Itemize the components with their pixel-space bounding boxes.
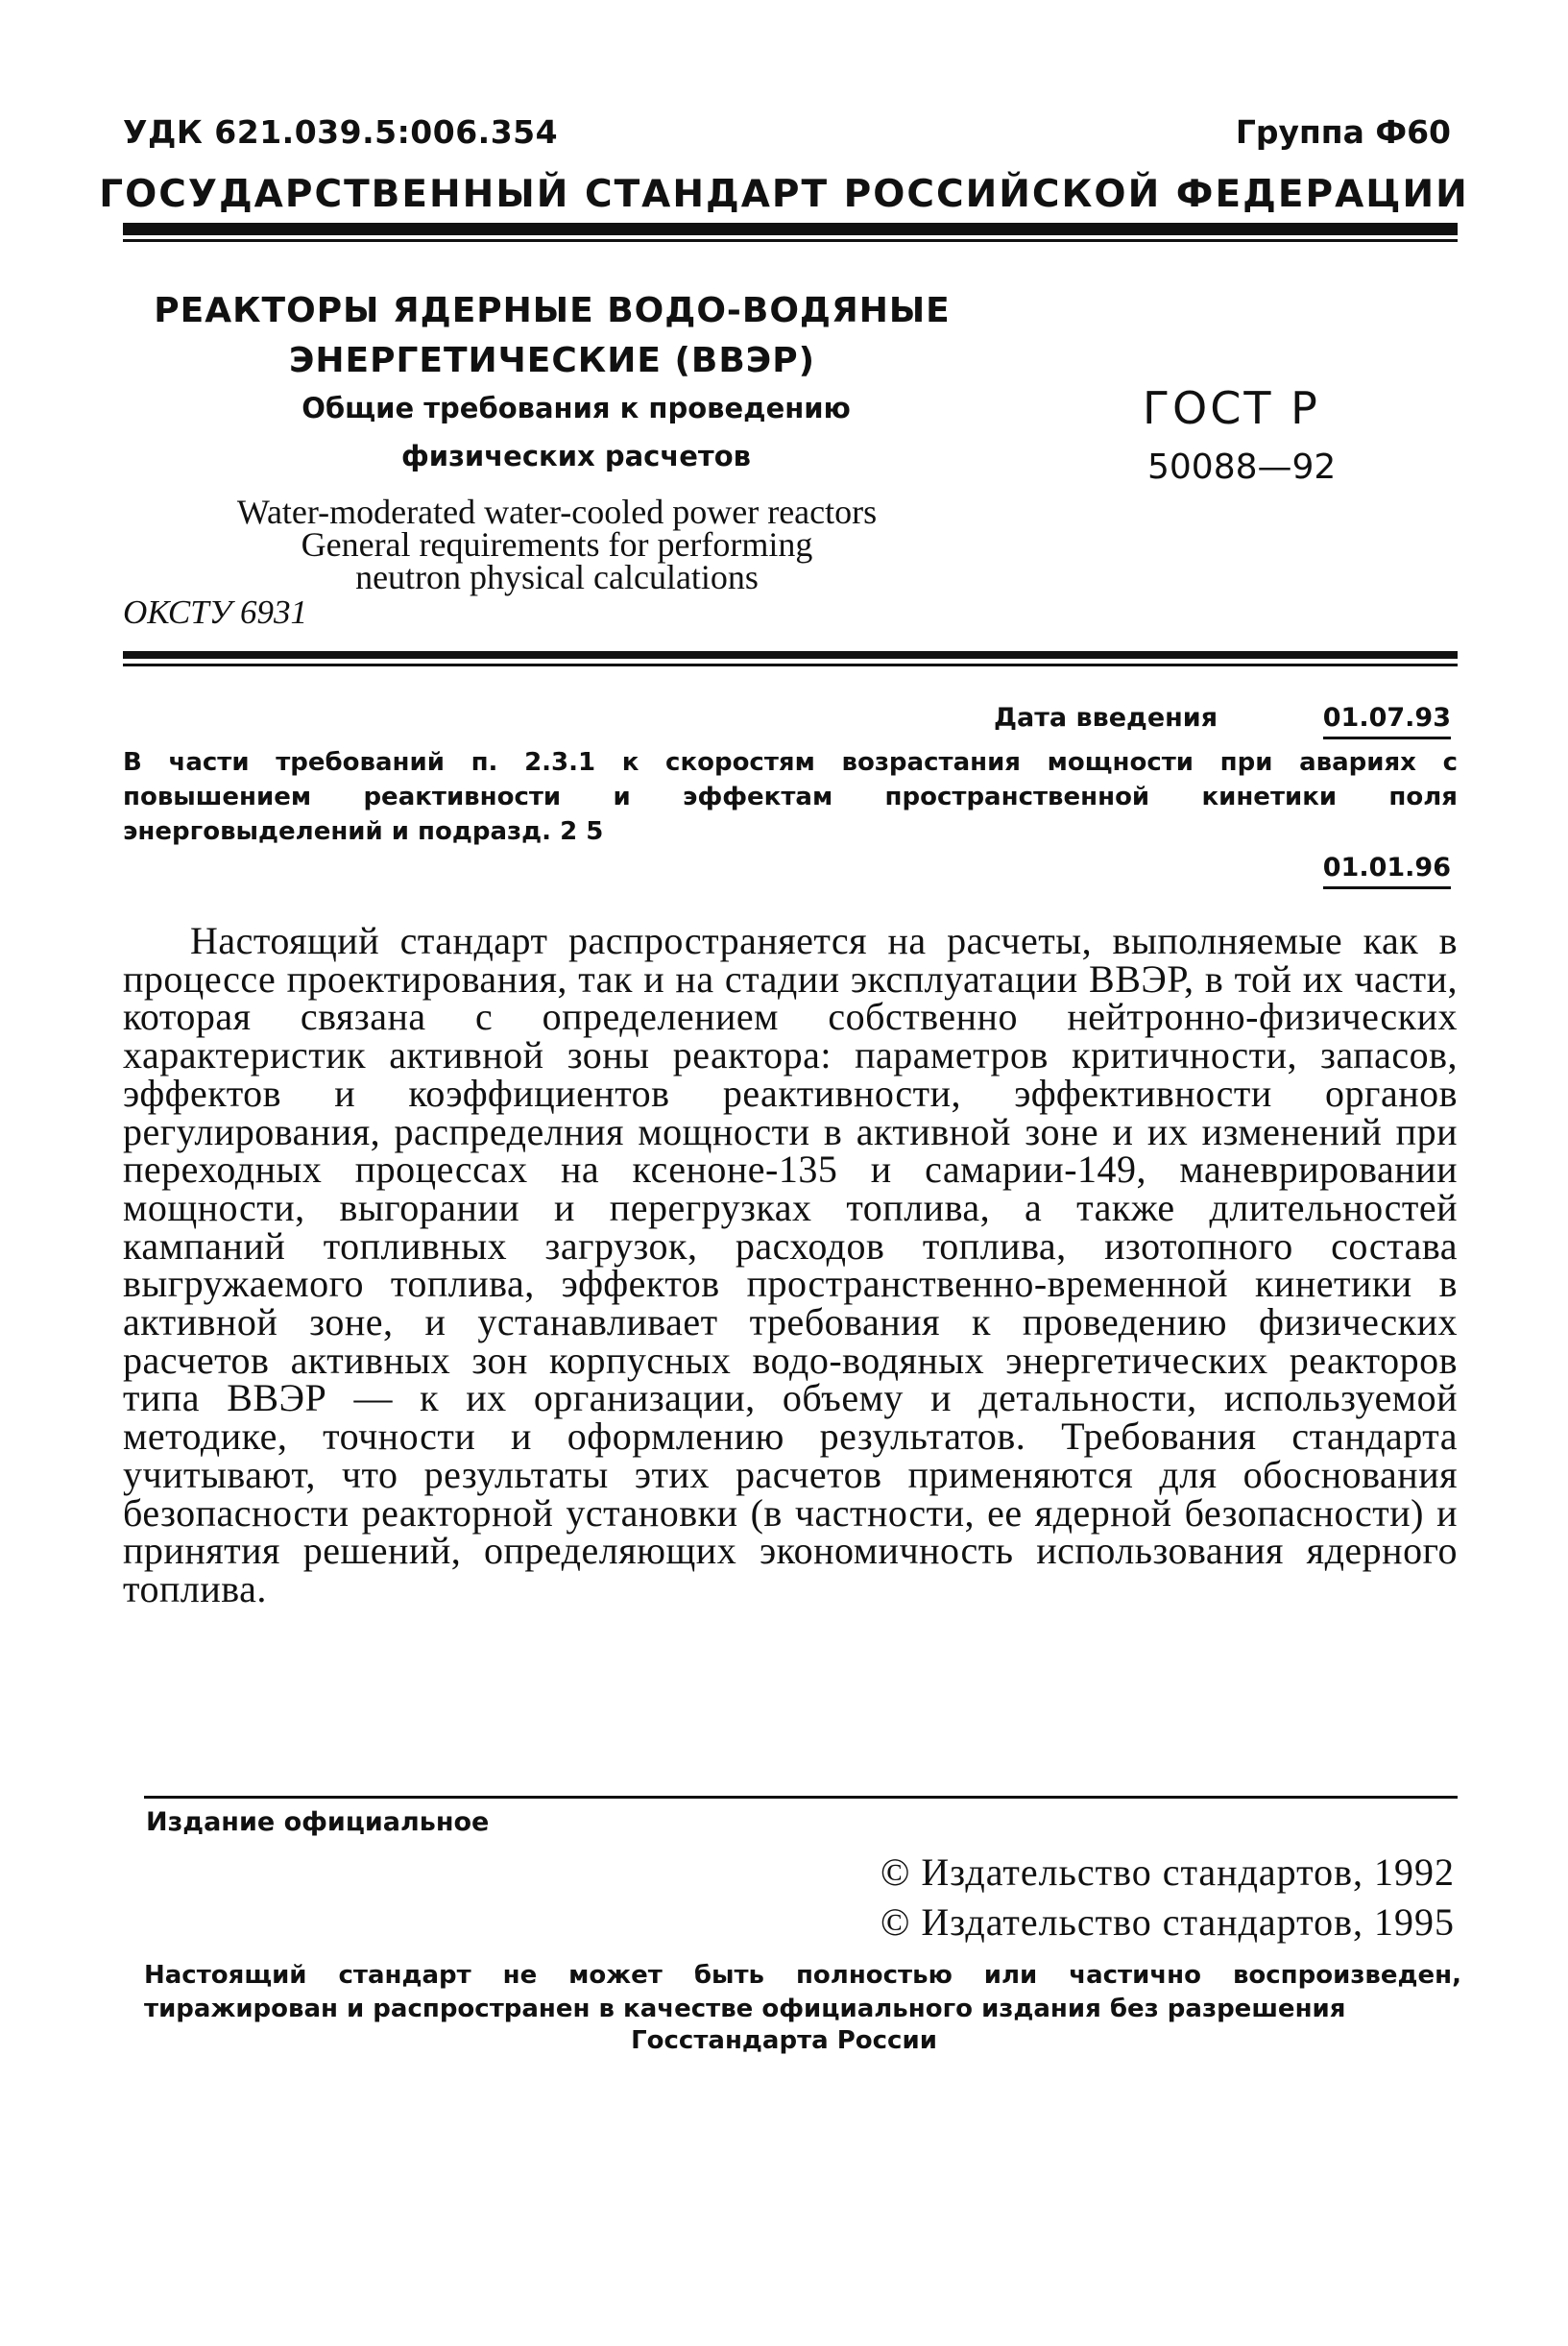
gost-number: 50088—92	[1147, 447, 1337, 487]
reproduction-notice: Настоящий стандарт не может быть полностью или частично воспроизведен, тиражирован и распространен в качестве официального издания без разрешения	[144, 1961, 1461, 2023]
title-line-2: ЭНЕРГЕТИЧЕСКИЕ (ВВЭР)	[288, 341, 816, 380]
title-rule-thick	[123, 651, 1458, 659]
english-line-3: neutron physical calculations	[355, 558, 759, 596]
scope-paragraph: Настоящий стандарт распространяется на расчеты, выполняемые как в процессе проектирования, так и на стадии эксплуатации ВВЭР, в той их части, которая связана с определением собственно нейтронно-физических характеристик активной зоны реактора: параметров критичности, запасов, эффектов и коэффициентов реактивности, эффективности органов регулирования, распределния мощности в активной зоне и их изменений при переходных процессах на ксеноне-135 и самарии-149, маневрировании мощности, выгорании и перегрузках топлива, а также длительностей кампаний топливных загрузок, расходов топлива, изотопного состава выгружаемого топлива, эффектов пространственно-временной кинетики в активной зоне, и устанавливает требования к проведению физических расчетов активных зон корпусных водо-водяных энергетических реакторов типа ВВЭР — к их организации, объему и детальности, используемой методике, точности и оформлению результатов. Требования стандарта учитывают, что результаты этих расчетов применяются для обоснования безопасности реакторной установки (в частности, ее ядерной безопасности) и принятия решений, определяющих экономичность использования ядерного топлива.	[123, 919, 1458, 1610]
reproduction-notice-authority: Госстандарта России	[631, 2026, 937, 2055]
subtitle-line-1: Общие требования к проведению	[302, 392, 851, 424]
copyright-1995: © Издательство стандартов, 1995	[880, 1900, 1455, 1944]
okstu-code: ОКСТУ 6931	[123, 593, 307, 631]
introduction-date-2: 01.01.96	[1323, 853, 1451, 889]
edition-label: Издание официальное	[146, 1807, 490, 1837]
udk-code: УДК 621.039.5:006.354	[123, 113, 559, 151]
gost-label: ГОСТ Р	[1143, 382, 1320, 434]
state-standard-title: ГОСУДАРСТВЕННЫЙ СТАНДАРТ РОССИЙСКОЙ ФЕДЕРАЦИИ	[99, 173, 1469, 216]
group-code: Группа Ф60	[1235, 113, 1451, 151]
header-rule-thin	[123, 239, 1458, 242]
introduction-note: В части требований п. 2.3.1 к скоростям возрастания мощности при авариях с повышением реактивности и эффектам пространственной кинетики поля энерговыделений и подразд. 2 5	[123, 748, 1458, 846]
document-subtitle	[240, 384, 912, 480]
footer-rule	[144, 1796, 1458, 1799]
introduction-date-label: Дата введения	[994, 703, 1218, 733]
english-title	[144, 493, 970, 596]
introduction-date-1: 01.07.93	[1323, 703, 1451, 739]
title-line-1: РЕАКТОРЫ ЯДЕРНЫЕ ВОДО-ВОДЯНЫЕ	[154, 291, 951, 330]
subtitle-line-2: физических расчетов	[400, 440, 751, 472]
header-rule-thick	[123, 223, 1458, 235]
copyright-1992: © Издательство стандартов, 1992	[880, 1850, 1455, 1894]
title-rule-thin	[123, 664, 1458, 666]
english-line-1: Water-moderated water-cooled power reactors	[236, 493, 878, 531]
document-title	[134, 286, 970, 386]
english-line-2: General requirements for performing	[301, 525, 813, 564]
